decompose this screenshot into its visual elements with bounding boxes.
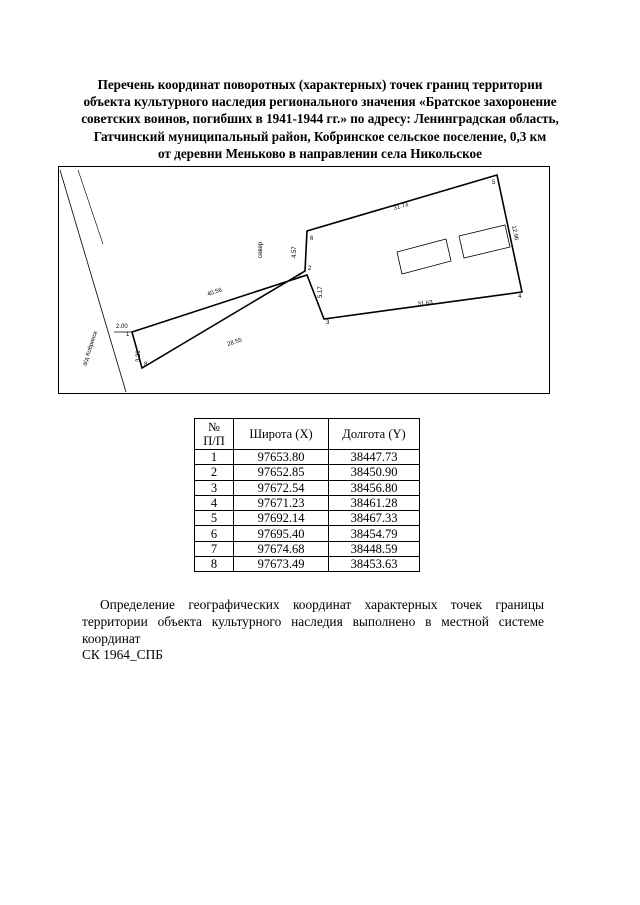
header-number-line2: П/П (203, 434, 225, 448)
point-label-3: 3 (326, 320, 330, 326)
cell-latitude: 97671.23 (234, 495, 329, 510)
table-row (195, 557, 420, 572)
dim-label-3: 4.57 (292, 246, 298, 258)
cell-longitude: 38454.79 (329, 526, 420, 541)
table-row (195, 511, 420, 526)
cell-longitude: 38448.59 (329, 541, 420, 556)
plan-frame (59, 167, 550, 394)
cell-latitude: 97695.40 (234, 526, 329, 541)
point-label-4: 4 (518, 294, 522, 300)
dim-label-2: 40.56 (206, 287, 223, 298)
cell-longitude: 38461.28 (329, 495, 420, 510)
cell-longitude: 38450.90 (329, 465, 420, 480)
cell-longitude: 38467.33 (329, 511, 420, 526)
cell-longitude: 38447.73 (329, 450, 420, 465)
cell-number: 3 (195, 480, 234, 495)
header-number (195, 419, 234, 450)
cell-longitude: 38456.80 (329, 480, 420, 495)
boundary-polygon (132, 175, 522, 368)
cell-number: 5 (195, 511, 234, 526)
title-line-1: Перечень координат поворотных (характерных) точек границ территории (97, 77, 543, 92)
table-row (195, 541, 420, 556)
cell-number: 6 (195, 526, 234, 541)
table-row (195, 480, 420, 495)
cell-latitude: 97652.85 (234, 465, 329, 480)
grave-rect-1 (397, 239, 451, 274)
cell-number: 8 (195, 557, 234, 572)
table-row (195, 495, 420, 510)
point-label-2: 2 (308, 266, 312, 272)
road-edge-line (78, 170, 103, 244)
header-longitude: Долгота (Y) (329, 419, 420, 450)
north-label: север (258, 241, 264, 258)
cell-longitude: 38453.63 (329, 557, 420, 572)
table-row (195, 526, 420, 541)
cell-latitude: 97674.68 (234, 541, 329, 556)
dim-label-8: 28.55 (226, 337, 243, 348)
point-label-1: 1 (126, 332, 130, 338)
dim-label-9: 3.21 (136, 350, 142, 362)
cell-number: 1 (195, 450, 234, 465)
grave-rect-2 (459, 225, 510, 258)
table-header-row (195, 419, 420, 450)
cell-number: 4 (195, 495, 234, 510)
cell-latitude: 97692.14 (234, 511, 329, 526)
point-label-5: 5 (492, 180, 496, 186)
note-line-2: территории объекта культурного наследия выполнено в местной системе координат (82, 613, 544, 646)
site-plan-drawing (58, 166, 550, 394)
header-number-line1: № (208, 420, 220, 434)
dim-label-1: 2.00 (116, 324, 128, 330)
dim-label-7: 5.17 (318, 286, 324, 298)
title-line-5: от деревни Меньково в направлении села Никольское (157, 145, 483, 161)
cell-latitude: 97673.49 (234, 557, 329, 572)
coordinate-system-note (82, 597, 544, 664)
title-line-2: объекта культурного наследия регионального значения «Братское захоронение (83, 94, 557, 110)
document-title (40, 76, 600, 162)
dim-label-6: 31.63 (417, 299, 434, 308)
point-label-8: 8 (144, 362, 148, 368)
cell-number: 2 (195, 465, 234, 480)
road-label: а/д Кобринск (82, 330, 100, 367)
point-label-7: 7 (298, 274, 302, 280)
title-line-3: советских воинов, погибших в 1941-1944 гг.» по адресу: Ленинградская область, (81, 111, 559, 127)
cell-latitude: 97653.80 (234, 450, 329, 465)
dim-label-5: 12.96 (510, 225, 520, 242)
note-line-3: СК 1964_СПБ (82, 647, 163, 663)
site-plan-svg (58, 166, 550, 394)
note-line-1: Определение географических координат характерных точек границы (100, 597, 544, 612)
point-label-6: 6 (310, 236, 314, 242)
header-latitude: Широта (X) (234, 419, 329, 450)
dim-label-4: 31.73 (392, 202, 409, 212)
table-row (195, 465, 420, 480)
title-line-4: Гатчинский муниципальный район, Кобринское сельское поселение, 0,3 км (93, 128, 547, 144)
coordinates-table (194, 418, 420, 572)
cell-number: 7 (195, 541, 234, 556)
table-row (195, 450, 420, 465)
road-line (60, 170, 126, 392)
cell-latitude: 97672.54 (234, 480, 329, 495)
